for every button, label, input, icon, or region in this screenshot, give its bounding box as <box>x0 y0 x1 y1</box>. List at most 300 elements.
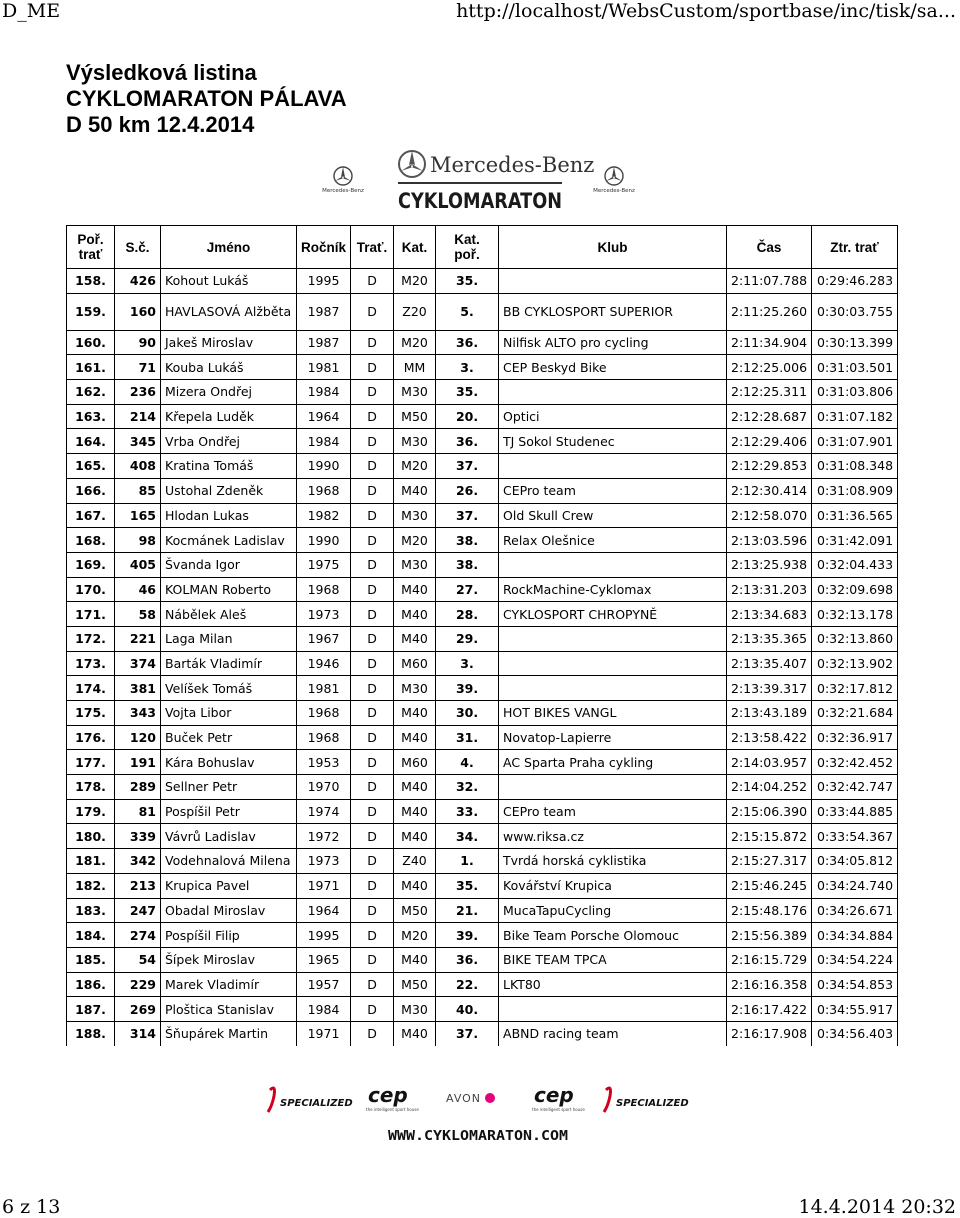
row-gap: 0:32:04.433 <box>812 552 898 577</box>
row-category: M40 <box>394 1021 436 1045</box>
small-brand-right: Mercedes-Benz <box>593 188 635 194</box>
row-time: 2:13:25.938 <box>727 552 812 577</box>
table-row <box>67 873 898 898</box>
row-name: Hlodan Lukas <box>161 503 297 528</box>
row-position: 165. <box>67 454 115 479</box>
title-line-3: D 50 km 12.4.2014 <box>66 112 255 137</box>
row-gap: 0:31:08.348 <box>812 454 898 479</box>
table-row <box>67 676 898 701</box>
col-header-category-position: Kat. poř. <box>436 226 499 269</box>
row-position: 181. <box>67 849 115 874</box>
table-row <box>67 577 898 602</box>
row-position: 188. <box>67 1021 115 1045</box>
row-club: TJ Sokol Studenec <box>499 429 727 454</box>
row-club: www.riksa.cz <box>499 824 727 849</box>
table-row <box>67 1021 898 1045</box>
results-title <box>66 60 347 138</box>
row-name: Kocmánek Ladislav <box>161 528 297 553</box>
row-club: CEP Beskyd Bike <box>499 355 727 380</box>
row-gap: 0:33:44.885 <box>812 799 898 824</box>
row-category-position: 37. <box>436 1021 499 1045</box>
row-gap: 0:31:42.091 <box>812 528 898 553</box>
row-year: 1984 <box>297 380 351 405</box>
table-row <box>67 355 898 380</box>
row-name: HAVLASOVÁ Alžběta <box>161 293 297 330</box>
svg-text:SPECIALIZED: SPECIALIZED <box>280 1098 353 1109</box>
row-year: 1946 <box>297 651 351 676</box>
row-time: 2:14:03.957 <box>727 750 812 775</box>
row-category: Z40 <box>394 849 436 874</box>
row-name: Vojta Libor <box>161 701 297 726</box>
row-category: M60 <box>394 750 436 775</box>
row-time: 2:13:03.596 <box>727 528 812 553</box>
table-row <box>67 997 898 1022</box>
svg-text:cep: cep <box>534 1083 574 1107</box>
row-position: 175. <box>67 701 115 726</box>
row-category-position: 36. <box>436 947 499 972</box>
row-category-position: 29. <box>436 626 499 651</box>
row-track: D <box>351 725 394 750</box>
title-line-1: Výsledková listina <box>66 60 257 85</box>
row-track: D <box>351 873 394 898</box>
row-track: D <box>351 923 394 948</box>
table-row <box>67 429 898 454</box>
row-start-number: 405 <box>115 552 161 577</box>
row-category-position: 37. <box>436 454 499 479</box>
row-category-position: 20. <box>436 404 499 429</box>
specialized-logo-left <box>268 1088 353 1112</box>
page-url: http://localhost/WebsCustom/sportbase/inc/tisk/sa... <box>456 0 956 22</box>
results-body <box>67 269 898 1046</box>
row-track: D <box>351 1021 394 1045</box>
row-time: 2:13:31.203 <box>727 577 812 602</box>
row-start-number: 374 <box>115 651 161 676</box>
row-year: 1964 <box>297 404 351 429</box>
row-category-position: 26. <box>436 478 499 503</box>
row-track: D <box>351 380 394 405</box>
row-time: 2:15:27.317 <box>727 849 812 874</box>
table-row <box>67 404 898 429</box>
row-time: 2:15:46.245 <box>727 873 812 898</box>
row-year: 1968 <box>297 725 351 750</box>
row-track: D <box>351 478 394 503</box>
row-club: Bike Team Porsche Olomouc <box>499 923 727 948</box>
row-position: 187. <box>67 997 115 1022</box>
col-header-start-number: S.č. <box>115 226 161 269</box>
row-name: Vávrů Ladislav <box>161 824 297 849</box>
row-start-number: 191 <box>115 750 161 775</box>
table-row <box>67 775 898 800</box>
row-name: Marek Vladimír <box>161 972 297 997</box>
row-name: Nábělek Aleš <box>161 602 297 627</box>
table-row <box>67 972 898 997</box>
row-category-position: 31. <box>436 725 499 750</box>
row-year: 1974 <box>297 799 351 824</box>
row-time: 2:12:25.006 <box>727 355 812 380</box>
row-track: D <box>351 528 394 553</box>
row-category-position: 38. <box>436 552 499 577</box>
row-position: 170. <box>67 577 115 602</box>
row-gap: 0:31:08.909 <box>812 478 898 503</box>
row-gap: 0:32:42.747 <box>812 775 898 800</box>
row-start-number: 54 <box>115 947 161 972</box>
table-row <box>67 528 898 553</box>
row-name: Kohout Lukáš <box>161 269 297 294</box>
row-gap: 0:32:13.860 <box>812 626 898 651</box>
row-year: 1973 <box>297 849 351 874</box>
row-category-position: 30. <box>436 701 499 726</box>
row-position: 183. <box>67 898 115 923</box>
row-track: D <box>351 552 394 577</box>
row-name: Mizera Ondřej <box>161 380 297 405</box>
row-position: 168. <box>67 528 115 553</box>
row-position: 185. <box>67 947 115 972</box>
row-time: 2:16:15.729 <box>727 947 812 972</box>
row-year: 1987 <box>297 293 351 330</box>
col-header-category: Kat. <box>394 226 436 269</box>
row-year: 1973 <box>297 602 351 627</box>
col-header-position: Poř. trať <box>67 226 115 269</box>
sponsor-banner <box>262 1078 694 1148</box>
row-category-position: 32. <box>436 775 499 800</box>
row-category-position: 28. <box>436 602 499 627</box>
row-gap: 0:30:03.755 <box>812 293 898 330</box>
row-name: KOLMAN Roberto <box>161 577 297 602</box>
row-track: D <box>351 701 394 726</box>
row-category: M40 <box>394 602 436 627</box>
row-category: M40 <box>394 775 436 800</box>
row-club: Nilfisk ALTO pro cycling <box>499 330 727 355</box>
row-gap: 0:32:36.917 <box>812 725 898 750</box>
row-start-number: 269 <box>115 997 161 1022</box>
row-gap: 0:31:03.806 <box>812 380 898 405</box>
row-category: M30 <box>394 997 436 1022</box>
table-row <box>67 602 898 627</box>
row-year: 1972 <box>297 824 351 849</box>
row-name: Barták Vladimír <box>161 651 297 676</box>
row-time: 2:13:58.422 <box>727 725 812 750</box>
row-club <box>499 775 727 800</box>
table-row <box>67 330 898 355</box>
row-time: 2:13:35.365 <box>727 626 812 651</box>
table-row <box>67 849 898 874</box>
row-start-number: 343 <box>115 701 161 726</box>
small-brand-left: Mercedes-Benz <box>322 188 364 194</box>
row-gap: 0:32:09.698 <box>812 577 898 602</box>
row-club: CEPro team <box>499 478 727 503</box>
row-gap: 0:34:24.740 <box>812 873 898 898</box>
row-gap: 0:34:34.884 <box>812 923 898 948</box>
table-row <box>67 923 898 948</box>
row-club: HOT BIKES VANGL <box>499 701 727 726</box>
row-track: D <box>351 849 394 874</box>
table-row <box>67 651 898 676</box>
col-header-year: Ročník <box>297 226 351 269</box>
mercedes-star-icon-left <box>322 167 364 194</box>
row-name: Kratina Tomáš <box>161 454 297 479</box>
row-gap: 0:29:46.283 <box>812 269 898 294</box>
table-row <box>67 750 898 775</box>
brand-name: Mercedes-Benz <box>430 153 595 177</box>
row-category-position: 21. <box>436 898 499 923</box>
row-category: M40 <box>394 873 436 898</box>
table-header-row <box>67 226 898 269</box>
col-header-track: Trať. <box>351 226 394 269</box>
row-category-position: 37. <box>436 503 499 528</box>
row-time: 2:15:15.872 <box>727 824 812 849</box>
svg-text:SPECIALIZED: SPECIALIZED <box>616 1098 689 1109</box>
page-counter: 6 z 13 <box>2 1196 61 1218</box>
row-start-number: 342 <box>115 849 161 874</box>
svg-text:AVON: AVON <box>446 1092 482 1105</box>
row-club <box>499 269 727 294</box>
row-position: 167. <box>67 503 115 528</box>
row-year: 1953 <box>297 750 351 775</box>
row-category: M20 <box>394 269 436 294</box>
row-gap: 0:34:26.671 <box>812 898 898 923</box>
row-year: 1968 <box>297 701 351 726</box>
row-position: 171. <box>67 602 115 627</box>
row-track: D <box>351 997 394 1022</box>
row-name: Vodehnalová Milena <box>161 849 297 874</box>
row-category-position: 39. <box>436 676 499 701</box>
row-name: Šípek Miroslav <box>161 947 297 972</box>
row-time: 2:13:34.683 <box>727 602 812 627</box>
row-time: 2:16:17.908 <box>727 1021 812 1045</box>
table-row <box>67 701 898 726</box>
row-name: Pospíšil Filip <box>161 923 297 948</box>
row-track: D <box>351 750 394 775</box>
row-category-position: 35. <box>436 269 499 294</box>
row-gap: 0:34:56.403 <box>812 1021 898 1045</box>
row-year: 1984 <box>297 997 351 1022</box>
row-position: 174. <box>67 676 115 701</box>
cep-logo-left <box>366 1083 419 1112</box>
row-year: 1968 <box>297 478 351 503</box>
row-category: M20 <box>394 528 436 553</box>
row-category: M30 <box>394 503 436 528</box>
row-start-number: 339 <box>115 824 161 849</box>
row-start-number: 345 <box>115 429 161 454</box>
specialized-logo-right <box>604 1088 689 1112</box>
row-gap: 0:32:42.452 <box>812 750 898 775</box>
row-start-number: 426 <box>115 269 161 294</box>
row-position: 163. <box>67 404 115 429</box>
row-track: D <box>351 355 394 380</box>
row-gap: 0:31:07.182 <box>812 404 898 429</box>
row-track: D <box>351 330 394 355</box>
row-club: Relax Olešnice <box>499 528 727 553</box>
row-category: M30 <box>394 552 436 577</box>
row-start-number: 214 <box>115 404 161 429</box>
row-gap: 0:33:54.367 <box>812 824 898 849</box>
row-gap: 0:32:17.812 <box>812 676 898 701</box>
table-row <box>67 454 898 479</box>
svg-text:the intelligent sport house: the intelligent sport house <box>532 1107 585 1112</box>
row-category: M30 <box>394 429 436 454</box>
row-category: M40 <box>394 577 436 602</box>
row-year: 1964 <box>297 898 351 923</box>
row-gap: 0:32:21.684 <box>812 701 898 726</box>
table-row <box>67 898 898 923</box>
row-name: Krupica Pavel <box>161 873 297 898</box>
row-track: D <box>351 824 394 849</box>
row-category: M30 <box>394 380 436 405</box>
row-name: Křepela Luděk <box>161 404 297 429</box>
row-start-number: 236 <box>115 380 161 405</box>
row-start-number: 71 <box>115 355 161 380</box>
row-start-number: 247 <box>115 898 161 923</box>
row-club: ABND racing team <box>499 1021 727 1045</box>
row-club: CYKLOSPORT CHROPYNĚ <box>499 602 727 627</box>
row-track: D <box>351 454 394 479</box>
row-category: M40 <box>394 725 436 750</box>
row-time: 2:11:34.904 <box>727 330 812 355</box>
row-gap: 0:34:55.917 <box>812 997 898 1022</box>
row-position: 161. <box>67 355 115 380</box>
row-time: 2:15:48.176 <box>727 898 812 923</box>
svg-text:cep: cep <box>368 1083 408 1107</box>
row-club: MucaTapuCycling <box>499 898 727 923</box>
row-category: M50 <box>394 898 436 923</box>
row-start-number: 90 <box>115 330 161 355</box>
row-time: 2:12:25.311 <box>727 380 812 405</box>
avon-logo <box>446 1092 495 1105</box>
row-name: Buček Petr <box>161 725 297 750</box>
row-start-number: 314 <box>115 1021 161 1045</box>
row-track: D <box>351 947 394 972</box>
row-category: MM <box>394 355 436 380</box>
row-category: M20 <box>394 330 436 355</box>
row-year: 1981 <box>297 676 351 701</box>
row-year: 1995 <box>297 269 351 294</box>
row-year: 1965 <box>297 947 351 972</box>
row-position: 159. <box>67 293 115 330</box>
row-category-position: 38. <box>436 528 499 553</box>
col-header-gap: Ztr. trať <box>812 226 898 269</box>
row-gap: 0:34:54.853 <box>812 972 898 997</box>
row-track: D <box>351 602 394 627</box>
row-position: 160. <box>67 330 115 355</box>
row-time: 2:13:43.189 <box>727 701 812 726</box>
table-row <box>67 503 898 528</box>
results-table <box>66 225 898 1046</box>
row-club <box>499 651 727 676</box>
row-category-position: 3. <box>436 651 499 676</box>
table-row <box>67 269 898 294</box>
row-start-number: 98 <box>115 528 161 553</box>
table-row <box>67 380 898 405</box>
row-track: D <box>351 429 394 454</box>
row-start-number: 58 <box>115 602 161 627</box>
row-category: M40 <box>394 824 436 849</box>
row-start-number: 46 <box>115 577 161 602</box>
row-category-position: 1. <box>436 849 499 874</box>
row-start-number: 160 <box>115 293 161 330</box>
row-position: 173. <box>67 651 115 676</box>
row-position: 180. <box>67 824 115 849</box>
row-start-number: 165 <box>115 503 161 528</box>
col-header-club: Klub <box>499 226 727 269</box>
row-name: Kouba Lukáš <box>161 355 297 380</box>
row-category-position: 3. <box>436 355 499 380</box>
table-row <box>67 725 898 750</box>
row-club: BB CYKLOSPORT SUPERIOR <box>499 293 727 330</box>
row-year: 1984 <box>297 429 351 454</box>
row-category-position: 36. <box>436 330 499 355</box>
row-category-position: 33. <box>436 799 499 824</box>
row-time: 2:11:25.260 <box>727 293 812 330</box>
row-year: 1981 <box>297 355 351 380</box>
row-year: 1995 <box>297 923 351 948</box>
row-position: 162. <box>67 380 115 405</box>
table-row <box>67 824 898 849</box>
row-track: D <box>351 293 394 330</box>
row-time: 2:16:16.358 <box>727 972 812 997</box>
row-club: CEPro team <box>499 799 727 824</box>
row-club: Optici <box>499 404 727 429</box>
row-club <box>499 552 727 577</box>
row-name: Sellner Petr <box>161 775 297 800</box>
row-gap: 0:31:03.501 <box>812 355 898 380</box>
row-track: D <box>351 503 394 528</box>
row-category: M40 <box>394 701 436 726</box>
row-position: 179. <box>67 799 115 824</box>
row-category-position: 39. <box>436 923 499 948</box>
mercedes-cyklomaraton-banner <box>312 146 646 212</box>
row-category-position: 34. <box>436 824 499 849</box>
document-title: D_ME <box>2 0 61 22</box>
row-gap: 0:34:54.224 <box>812 947 898 972</box>
row-track: D <box>351 626 394 651</box>
row-track: D <box>351 799 394 824</box>
row-track: D <box>351 577 394 602</box>
row-gap: 0:32:13.902 <box>812 651 898 676</box>
row-track: D <box>351 269 394 294</box>
row-time: 2:13:35.407 <box>727 651 812 676</box>
row-gap: 0:31:36.565 <box>812 503 898 528</box>
mercedes-star-icon-main <box>399 151 425 177</box>
row-gap: 0:31:07.901 <box>812 429 898 454</box>
row-time: 2:12:28.687 <box>727 404 812 429</box>
row-start-number: 289 <box>115 775 161 800</box>
table-row <box>67 478 898 503</box>
row-category-position: 4. <box>436 750 499 775</box>
row-gap: 0:32:13.178 <box>812 602 898 627</box>
row-name: Jakeš Miroslav <box>161 330 297 355</box>
row-start-number: 85 <box>115 478 161 503</box>
row-position: 176. <box>67 725 115 750</box>
row-track: D <box>351 651 394 676</box>
row-name: Šňupárek Martin <box>161 1021 297 1045</box>
title-line-2: CYKLOMARATON PÁLAVA <box>66 86 347 111</box>
row-category: M20 <box>394 923 436 948</box>
row-position: 182. <box>67 873 115 898</box>
row-time: 2:11:07.788 <box>727 269 812 294</box>
row-name: Vrba Ondřej <box>161 429 297 454</box>
row-category: Z20 <box>394 293 436 330</box>
row-position: 186. <box>67 972 115 997</box>
row-name: Laga Milan <box>161 626 297 651</box>
row-start-number: 229 <box>115 972 161 997</box>
row-club: Tvrdá horská cyklistika <box>499 849 727 874</box>
row-position: 158. <box>67 269 115 294</box>
row-category-position: 35. <box>436 380 499 405</box>
row-time: 2:16:17.422 <box>727 997 812 1022</box>
row-name: Obadal Miroslav <box>161 898 297 923</box>
row-time: 2:15:56.389 <box>727 923 812 948</box>
mercedes-star-icon-right <box>593 167 635 194</box>
